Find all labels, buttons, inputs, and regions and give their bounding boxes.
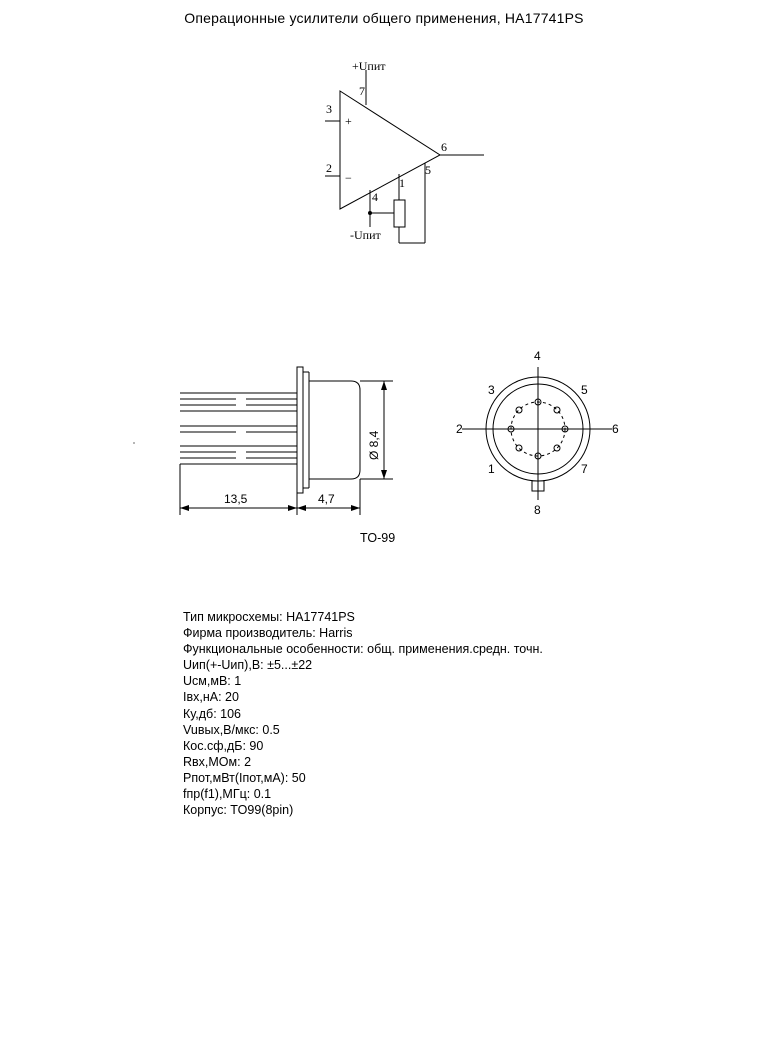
top-pin-8: 8	[534, 503, 541, 517]
pin-3-label: 3	[326, 102, 332, 116]
spec-list	[183, 609, 543, 818]
spec-supply-voltage: Uип(+-Uип),В: ±5...±22	[183, 658, 313, 673]
spec-power: Pпот,мВт(Iпот,мА): 50	[183, 770, 306, 785]
spec-type: Тип микросхемы: HA17741PS	[183, 610, 355, 624]
top-pin-1: 1	[488, 462, 495, 476]
spec-bandwidth: fпр(f1),МГц: 0.1	[183, 787, 272, 802]
top-pin-4: 4	[534, 349, 541, 363]
pin-1-label: 1	[399, 176, 405, 190]
top-pin-7: 7	[581, 462, 588, 476]
pin-4-label: 4	[372, 190, 378, 204]
pin-5-label: 5	[425, 163, 431, 177]
top-pin-3: 3	[488, 383, 495, 397]
spec-input-resistance: Rвх,МОм: 2	[183, 754, 252, 769]
top-pin-5: 5	[581, 383, 588, 397]
spec-cmrr: Кос.сф,дБ: 90	[183, 738, 264, 753]
spec-offset-voltage: Uсм,мВ: 1	[183, 674, 242, 689]
spec-gain: Ку,дб: 106	[183, 706, 242, 721]
dim-body-length: 4,7	[318, 492, 335, 506]
dim-lead-length: 13,5	[224, 492, 248, 506]
document-title: Операционные усилители общего применения, HA17741PS	[184, 10, 584, 26]
spec-features: Функциональные особенности: общ. применения.средн. точн.	[183, 642, 543, 657]
top-pin-2: 2	[456, 422, 463, 436]
package-name: TO-99	[360, 531, 396, 545]
supply-neg-label: -Uпит	[350, 228, 381, 242]
pin-2-label: 2	[326, 161, 332, 175]
supply-pos-label: +Uпит	[352, 59, 386, 73]
top-pin-6: 6	[612, 422, 619, 436]
spec-manufacturer: Фирма производитель: Harris	[183, 626, 353, 641]
dim-diameter: Ø 8,4	[367, 430, 381, 460]
spec-input-current: Iвх,нА: 20	[183, 690, 239, 705]
spec-slew-rate: Vuвых,В/мкс: 0.5	[183, 722, 280, 737]
pin-6-label: 6	[441, 140, 447, 154]
spec-package: Корпус: TO99(8pin)	[183, 803, 294, 818]
plus-input-sign: +	[345, 114, 352, 128]
minus-input-sign: −	[345, 171, 352, 185]
pin-7-label: 7	[359, 84, 365, 98]
